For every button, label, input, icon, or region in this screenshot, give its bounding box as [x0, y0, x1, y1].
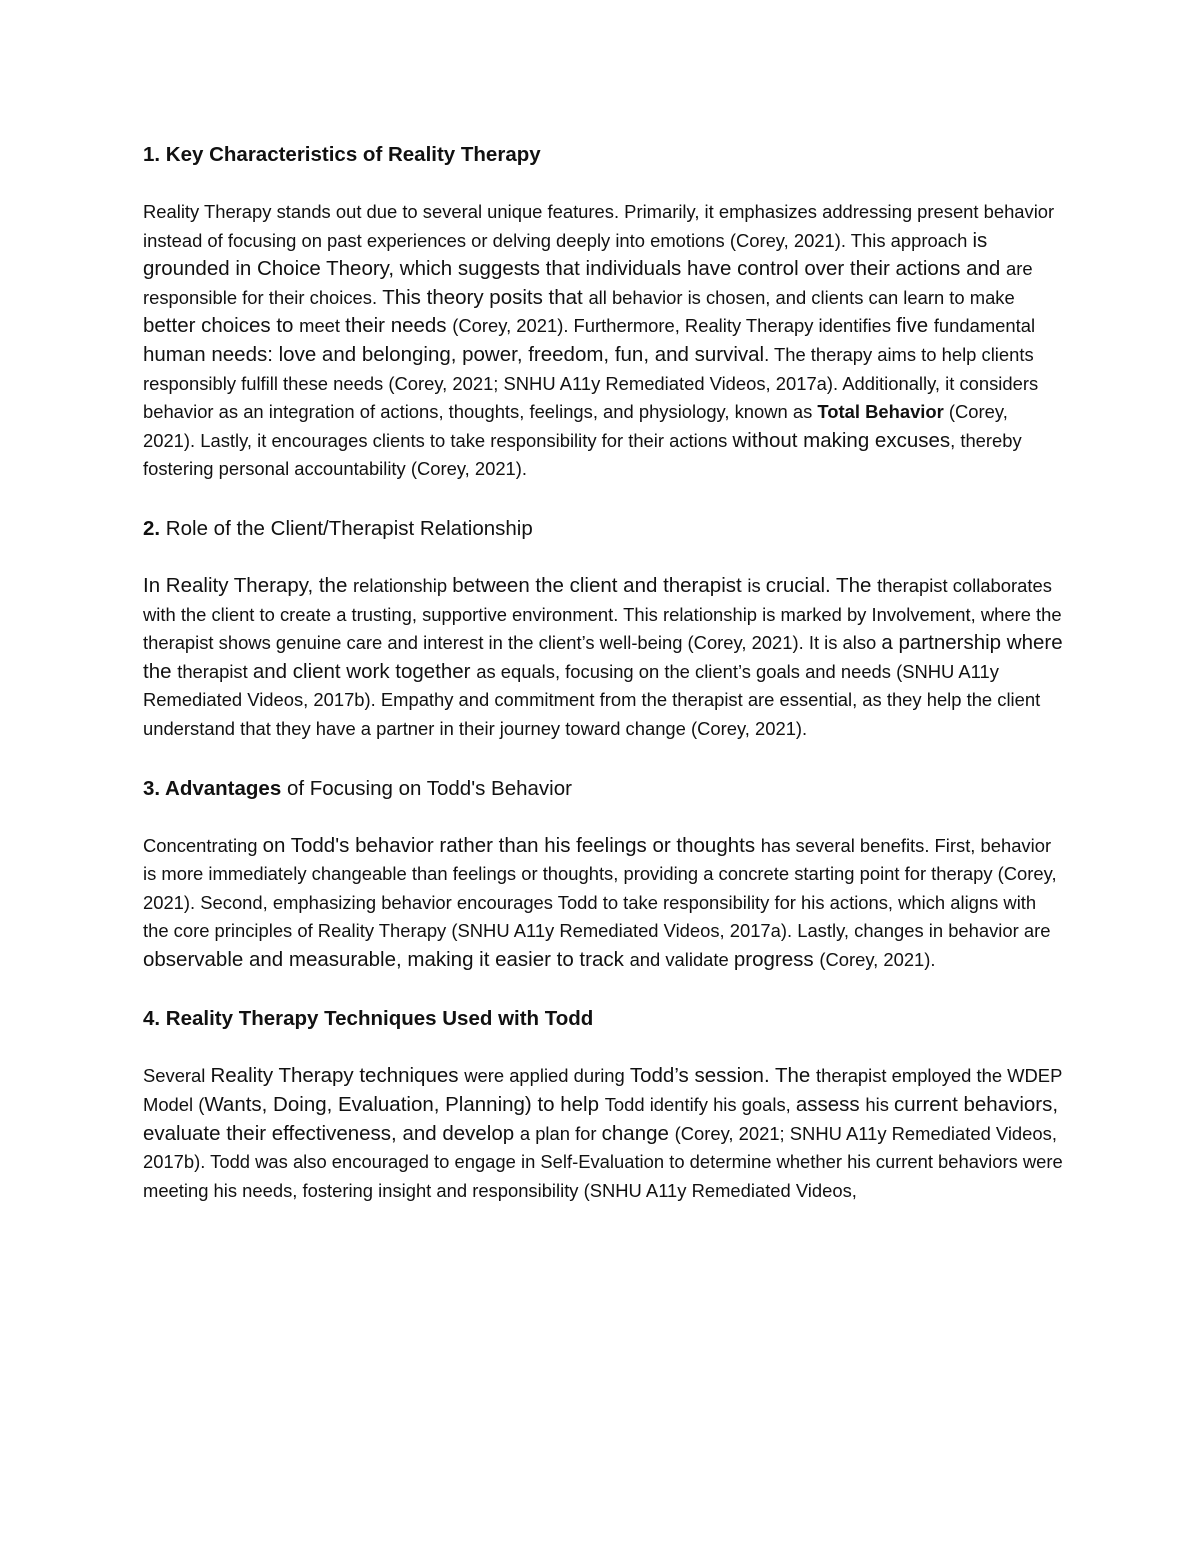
section-heading: [143, 140, 1063, 170]
section-paragraph: [143, 832, 1063, 975]
text-run: Reality Therapy stands out due to several unique features. Primarily, it emphasizes addressing present behavior instead of focusing on past experiences or delving deeply into emotions (Corey, 2021). This approach: [143, 201, 1055, 251]
text-run: between the client and therapist: [452, 573, 748, 597]
text-run: relationship: [353, 574, 453, 596]
heading-bold-text: 4. Reality Therapy Techniques Used with Todd: [143, 1007, 594, 1031]
text-run: a partnership where the: [143, 631, 1063, 683]
text-run: Several: [143, 1065, 211, 1087]
heading-bold-text: 3. Advantages: [143, 776, 282, 800]
text-run: therapist employed the WDEP Model (: [143, 1065, 1063, 1116]
text-run: current behaviors, evaluate their effectiveness, and develop: [143, 1093, 1059, 1145]
text-run: (Corey, 2021). Lastly, it encourages clients to take responsibility for their actions: [143, 401, 1008, 451]
text-run: are responsible for their choices.: [143, 258, 1033, 308]
text-run: assess: [795, 1093, 866, 1117]
text-run: observable and measurable, making it easier to track: [143, 947, 630, 971]
section-paragraph: [143, 198, 1063, 484]
text-run: Todd’s session. The: [629, 1064, 816, 1088]
text-run: change: [601, 1121, 675, 1145]
section-paragraph: [143, 1062, 1063, 1205]
text-run: (Corey, 2021; SNHU A11y Remediated Videos, 2017b). Todd was also encouraged to engage in Self-Evaluation to determine whether his current behaviors were meeting his needs, fostering insight and responsibility (SNHU A11y Remediated Videos,: [143, 1122, 1063, 1201]
text-run: Todd identify his goals,: [604, 1094, 796, 1116]
text-run: crucial. The: [765, 573, 878, 597]
text-run: applied during: [509, 1065, 630, 1087]
heading-bold-text: 1. Key Characteristics of Reality Therapy: [143, 143, 541, 166]
text-run: , thereby fostering personal accountability (Corey, 2021).: [143, 429, 1022, 480]
section-client-therapist-relationship: [143, 514, 1063, 744]
text-run: Wants, Doing, Evaluation, Planning) to help: [204, 1093, 605, 1117]
text-run: and validate: [629, 948, 734, 970]
text-run: is grounded in Choice Theory, which suggests that individuals have control over their actions and: [143, 228, 1007, 281]
section-advantages-behavior: [143, 774, 1063, 975]
heading-bold-text: 2.: [143, 516, 161, 540]
section-key-characteristics: [143, 140, 1063, 484]
text-run: a plan for: [519, 1122, 602, 1144]
text-run: (Corey, 2021).: [819, 948, 936, 970]
text-run: fundamental: [933, 315, 1036, 337]
text-run: all behavior is chosen, and clients can learn to make: [588, 286, 1015, 308]
text-run: five: [896, 314, 934, 338]
section-techniques-used: [143, 1004, 1063, 1205]
section-heading: [143, 514, 1063, 544]
text-run: better choices to: [143, 314, 300, 338]
text-run: therapist: [177, 660, 253, 682]
text-run: Reality Therapy techniques: [210, 1064, 465, 1088]
text-run: In Reality Therapy, the: [143, 573, 354, 597]
text-run: therapist collaborates with the client to create a trusting, supportive environment. This relationship is marked by Involvement, where the therapist shows genuine care and interest in the client’s well-being (Corey, 2021). It is also: [143, 574, 1062, 654]
text-run: progress: [733, 947, 820, 971]
text-run: has several benefits. First, behavior is more immediately changeable than feelings or thoughts, providing a concrete starting point for therapy (Corey, 2021). Second, emphasizing behavior encourages Todd to take responsibility for his actions, which aligns with the core principles of Reality Therapy (SNHU A11y Remediated Videos, 2017a). Lastly, changes in behavior are: [143, 834, 1057, 942]
text-run: This theory posits that: [382, 285, 589, 309]
text-run: their needs: [345, 314, 453, 338]
text-run: is: [747, 574, 766, 596]
heading-text: Role of the Client/Therapist Relationship: [160, 516, 533, 540]
text-run: (Corey, 2021). Furthermore, Reality Therapy identifies: [452, 315, 897, 337]
section-heading: [143, 1004, 1063, 1034]
document-page: [143, 140, 1063, 1235]
text-run: meet: [299, 315, 346, 337]
text-run: Total Behavior: [817, 401, 944, 423]
text-run: on Todd's behavior rather than his feelings or thoughts: [262, 833, 761, 857]
text-run: human needs: love and belonging, power, freedom, fun, and survival: [143, 342, 765, 366]
section-heading: [143, 774, 1063, 804]
text-run: and client work together: [252, 659, 477, 683]
text-run: his: [865, 1094, 894, 1116]
text-run: were: [464, 1065, 510, 1087]
text-run: Concentrating: [143, 834, 263, 856]
text-run: . The therapy aims to help clients responsibly fulfill these needs (Corey, 2021; SNHU A11y Remediated Videos, 2017a). Additionally, it considers behavior as an integration of actions, thoughts, feelings, and physiology, known as: [143, 343, 1039, 423]
section-paragraph: [143, 572, 1063, 744]
heading-text: of Focusing on Todd's Behavior: [281, 776, 572, 800]
text-run: as equals, focusing on the client’s goals and needs (SNHU A11y Remediated Videos, 2017b). Empathy and commitment from the therapist are essential, as they help the client understand that they have a partner in their journey toward change (Corey, 2021).: [143, 660, 1041, 739]
text-run: without making excuses: [732, 428, 951, 452]
